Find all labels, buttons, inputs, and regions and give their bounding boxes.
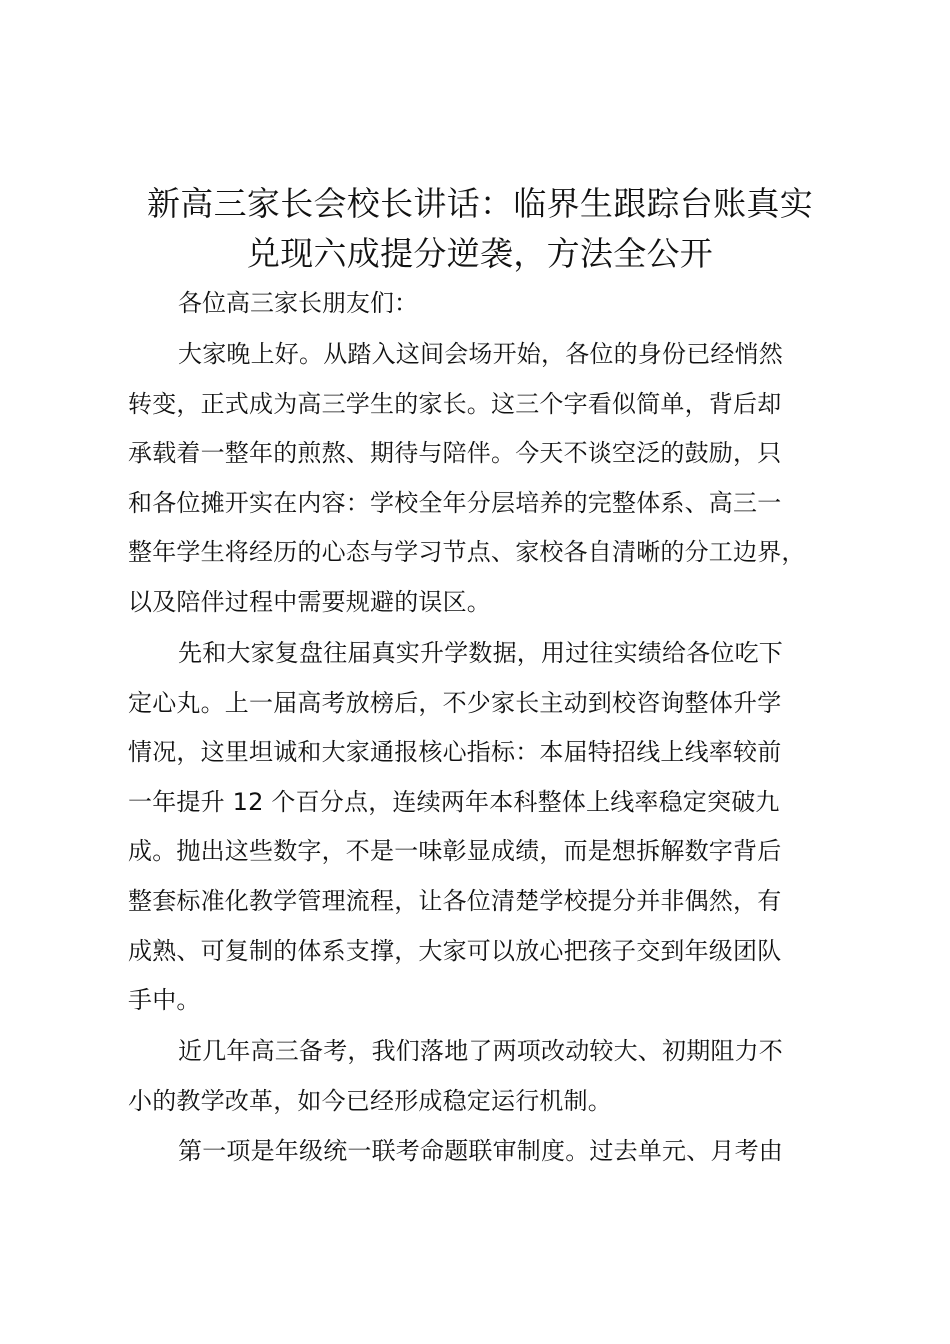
paragraph-line: 定心丸。上一届高考放榜后，不少家长主动到校咨询整体升学 bbox=[128, 688, 782, 717]
paragraph-line: 第一项是年级统一联考命题联审制度。过去单元、月考由 bbox=[178, 1137, 783, 1165]
paragraph-line: 成。抛出这些数字，不是一味彰显成绩，而是想拆解数字背后 bbox=[128, 837, 782, 866]
paragraph-line: 近几年高三备考，我们落地了两项改动较大、初期阻力不 bbox=[178, 1037, 783, 1065]
paragraph-line: 小的教学改革，如今已经形成稳定运行机制。 bbox=[128, 1086, 612, 1115]
paragraph-opening bbox=[128, 330, 848, 628]
paragraph-line: 情况，这里坦诚和大家通报核心指标：本届特招线上线率较前 bbox=[128, 738, 782, 767]
paragraph-admissions-data bbox=[128, 629, 848, 1026]
paragraph-reforms bbox=[128, 1027, 848, 1126]
document-title-line-1: 新高三家长会校长讲话：临界生跟踪台账真实 bbox=[147, 184, 813, 223]
paragraph-line: 转变，正式成为高三学生的家长。这三个字看似简单，背后却 bbox=[128, 389, 782, 418]
paragraph-line: 先和大家复盘往届真实升学数据，用过往实绩给各位吃下 bbox=[178, 639, 783, 667]
paragraph-line: 和各位摊开实在内容：学校全年分层培养的完整体系、高三一 bbox=[128, 488, 782, 517]
paragraph-line: 整年学生将经历的心态与学习节点、家校各自清晰的分工边界， bbox=[128, 538, 806, 567]
document-title-line-2: 兑现六成提分逆袭，方法全公开 bbox=[246, 234, 714, 273]
paragraph-line: 大家晚上好。从踏入这间会场开始，各位的身份已经悄然 bbox=[178, 340, 783, 368]
paragraph-line: 一年提升 12 个百分点，连续两年本科整体上线率稳定突破九 bbox=[128, 787, 780, 816]
salutation: 各位高三家长朋友们： bbox=[178, 289, 418, 317]
paragraph-first-reform bbox=[128, 1127, 848, 1177]
paragraph-line: 以及陪伴过程中需要规避的误区。 bbox=[128, 587, 491, 616]
paragraph-line: 成熟、可复制的体系支撑，大家可以放心把孩子交到年级团队 bbox=[128, 936, 782, 965]
paragraph-line: 承载着一整年的煎熬、期待与陪伴。今天不谈空泛的鼓励，只 bbox=[128, 439, 782, 468]
paragraph-line: 整套标准化教学管理流程，让各位清楚学校提分并非偶然，有 bbox=[128, 886, 782, 915]
paragraph-line: 手中。 bbox=[128, 986, 201, 1015]
